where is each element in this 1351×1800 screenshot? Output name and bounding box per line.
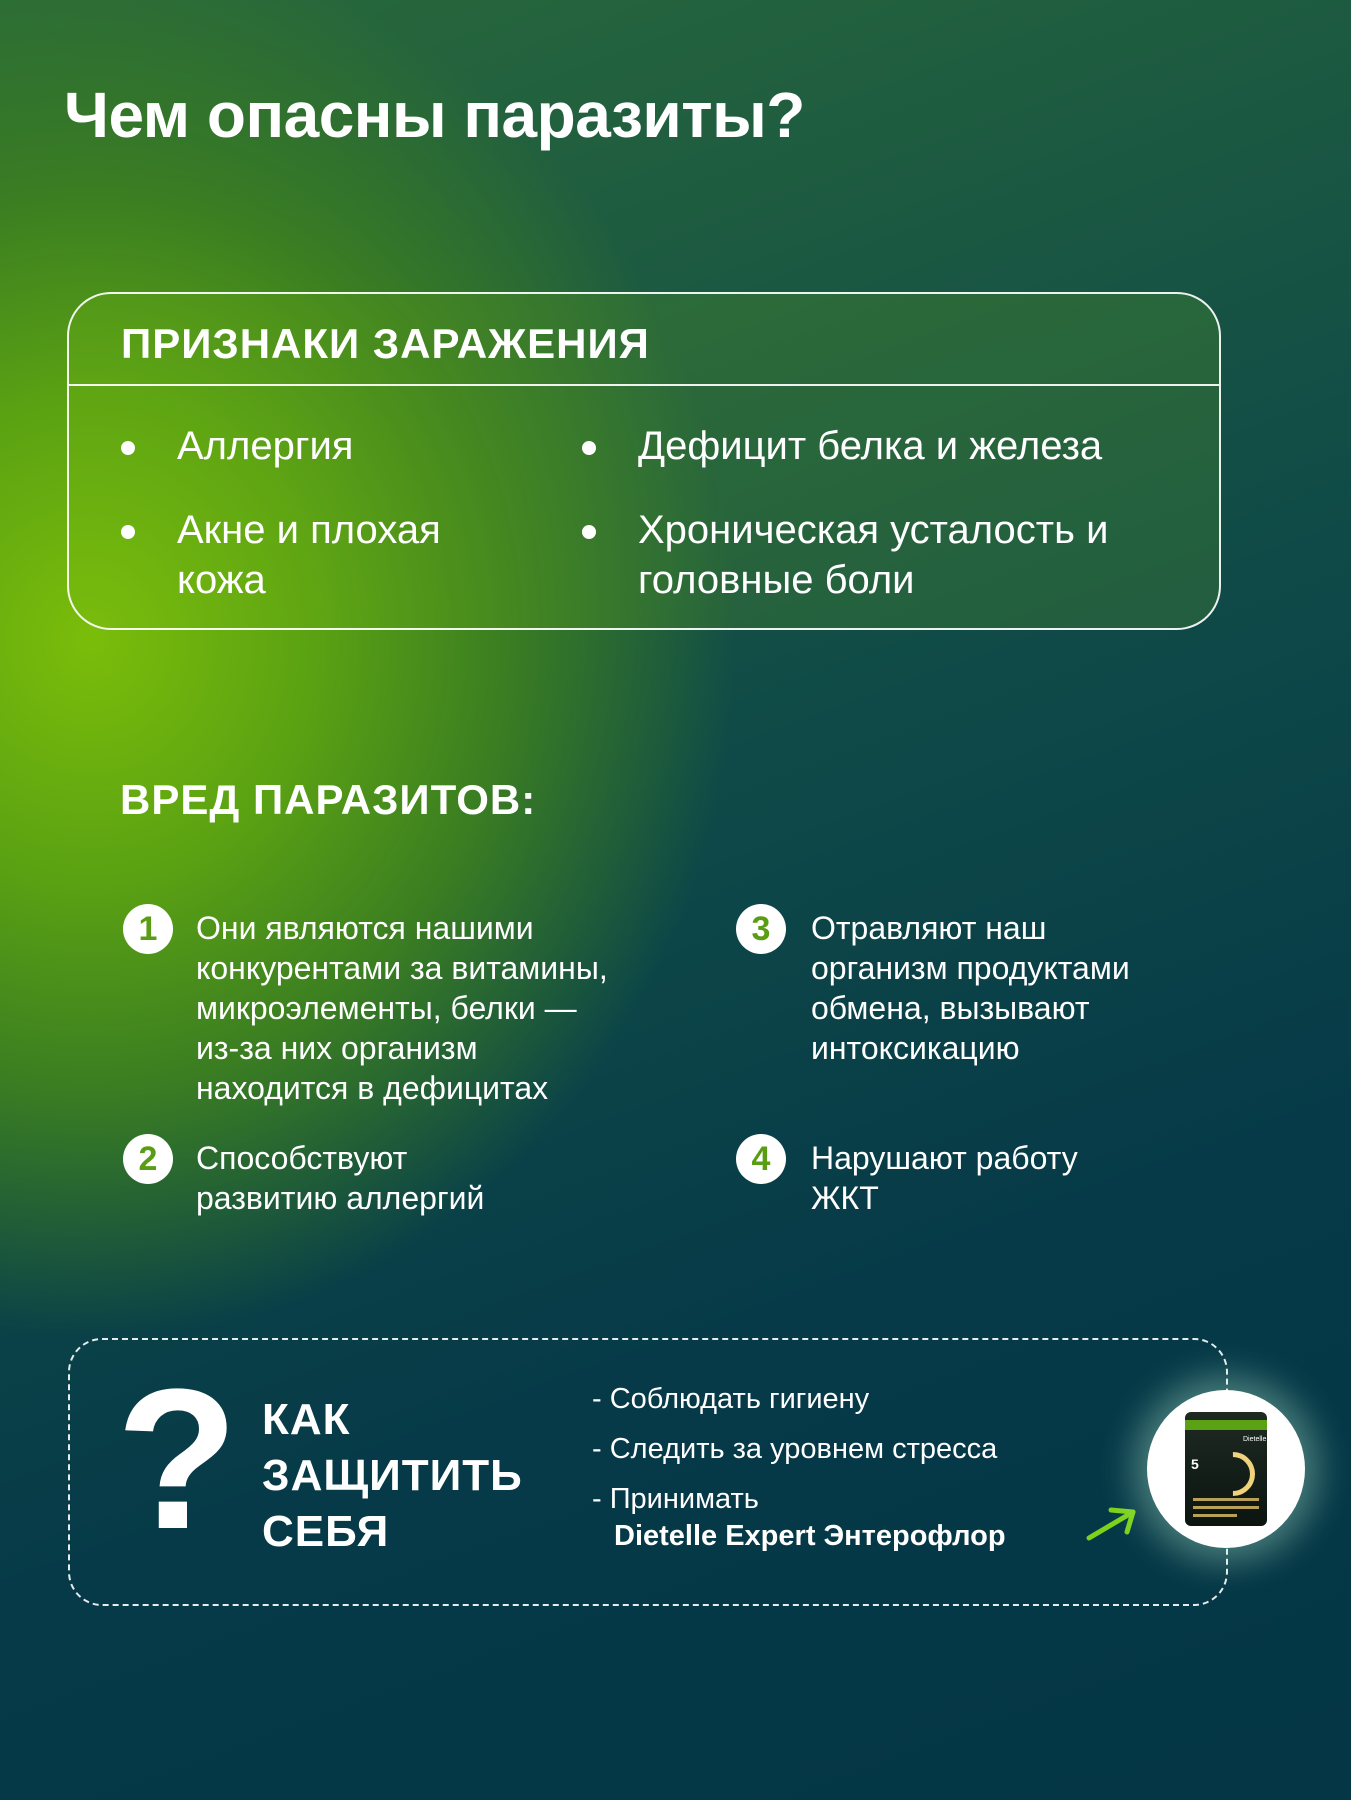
protect-card [68, 1338, 1228, 1606]
product-pack: Dietelle 5 [1185, 1412, 1267, 1526]
harm-item-3: Отравляют наш организм продуктами обмена, вызывают интоксикацию [811, 910, 1130, 1066]
sign-item: Акне и плохая кожа [121, 505, 501, 605]
page-title: Чем опасны паразиты? [64, 79, 805, 151]
protect-title: КАК ЗАЩИТИТЬ СЕБЯ [262, 1395, 523, 1556]
number-badge-3: 3 [736, 904, 786, 954]
sign-item: Хроническая усталость и головные боли [582, 505, 1142, 605]
product-image[interactable] [1147, 1390, 1305, 1548]
harm-item-4: Нарушают работу ЖКТ [811, 1140, 1078, 1216]
harm-item-1: Они являются нашими конкурентами за витамины, микроэлементы, белки — из-за них организм находится в дефицитах [196, 910, 608, 1106]
signs-heading: ПРИЗНАКИ ЗАРАЖЕНИЯ [121, 320, 650, 367]
number-badge-1: 1 [123, 904, 173, 954]
sign-item: Дефицит белка и железа [582, 421, 1202, 471]
tip-item: - Соблюдать гигиену [592, 1383, 870, 1415]
arrow-right-icon [1085, 1504, 1141, 1544]
number-badge-4: 4 [736, 1134, 786, 1184]
sign-item: Аллергия [121, 421, 501, 471]
product-name: Dietelle Expert Энтерофлор [614, 1520, 1006, 1552]
number-badge-2: 2 [123, 1134, 173, 1184]
question-mark-icon: ? [116, 1348, 239, 1571]
tip-item: - Принимать [592, 1483, 759, 1515]
harm-heading: ВРЕД ПАРАЗИТОВ: [120, 776, 537, 823]
signs-card [67, 292, 1221, 630]
signs-divider [69, 384, 1219, 386]
harm-item-2: Способствуют развитию аллергий [196, 1140, 485, 1216]
tip-item: - Следить за уровнем стресса [592, 1433, 998, 1465]
